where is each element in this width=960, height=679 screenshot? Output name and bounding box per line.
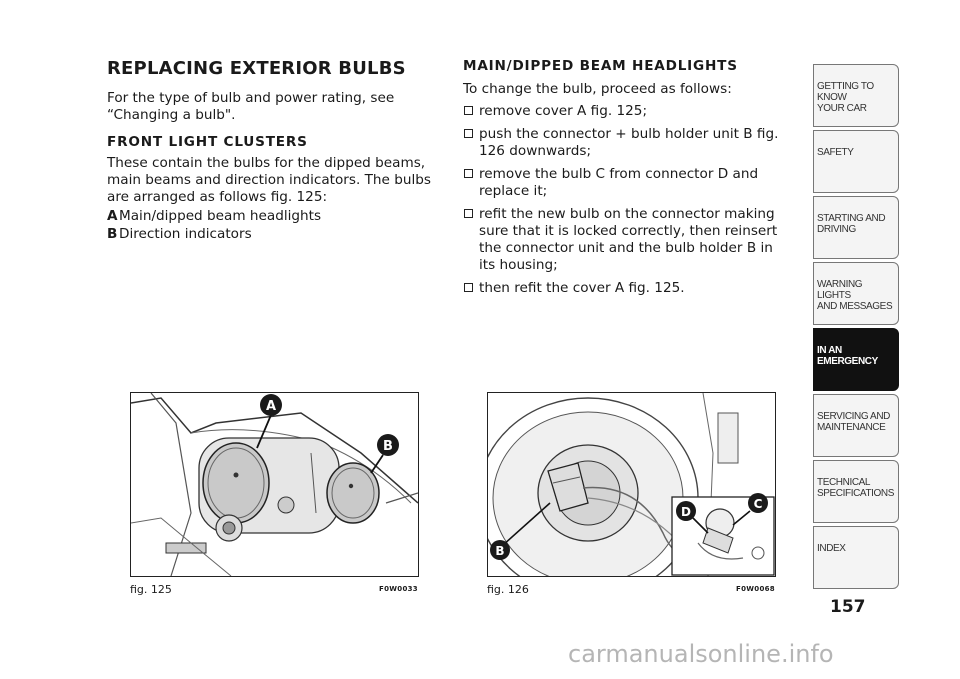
- right-column: [463, 58, 793, 303]
- bulb-holder-drawing: [488, 393, 775, 576]
- procedure-steps: [463, 103, 793, 297]
- callout-d-label: D: [681, 505, 691, 519]
- chapter-tabs: [813, 64, 899, 592]
- legend-letter: B: [107, 226, 118, 242]
- callout-b: [490, 540, 510, 560]
- figure-125-illustration: [130, 392, 419, 577]
- tab-in-an-emergency[interactable]: IN AN EMERGENCY: [813, 328, 899, 391]
- checkbox-bullet-icon: [464, 283, 473, 292]
- list-item: remove cover A fig. 125;: [463, 103, 793, 120]
- checkbox-bullet-icon: [464, 106, 473, 115]
- tab-getting-to-know[interactable]: GETTING TO KNOW YOUR CAR: [813, 64, 899, 127]
- headlamp-rear-drawing: [131, 393, 418, 576]
- list-item: refit the new bulb on the connector making sure that it is locked correctly, then reinsert the connector unit and the bulb holder B in its housing;: [463, 206, 793, 274]
- callout-b-label: B: [495, 544, 505, 558]
- callout-c-label: C: [753, 497, 763, 511]
- callout-c: [748, 493, 768, 513]
- tab-technical[interactable]: TECHNICAL SPECIFICATIONS: [813, 460, 899, 523]
- figure-126-caption: fig. 126: [487, 583, 529, 596]
- intro-text: For the type of bulb and power rating, see “Changing a bulb".: [107, 90, 395, 123]
- page-number: 157: [830, 597, 866, 617]
- checkbox-bullet-icon: [464, 209, 473, 218]
- list-item: then refit the cover A fig. 125.: [463, 280, 793, 297]
- subsection-title: FRONT LIGHT CLUSTERS: [107, 134, 308, 150]
- legend-item-b: [107, 226, 447, 243]
- legend-text: Direction indicators: [119, 226, 252, 242]
- figure-126-illustration: [487, 392, 776, 577]
- callout-d: [676, 501, 696, 521]
- list-item: push the connector + bulb holder unit B fig. 126 downwards;: [463, 126, 793, 160]
- watermark: carmanualsonline.info: [568, 640, 834, 668]
- checkbox-bullet-icon: [464, 129, 473, 138]
- legend-item-a: [107, 208, 447, 225]
- figure-126-code: F0W0068: [736, 585, 775, 593]
- procedure-intro: To change the bulb, proceed as follows:: [463, 81, 732, 97]
- tab-warning-lights[interactable]: WARNING LIGHTS AND MESSAGES: [813, 262, 899, 325]
- left-column: [107, 58, 447, 244]
- callout-b: [377, 434, 399, 456]
- clusters-description: These contain the bulbs for the dipped beams, main beams and direction indicators. The bulbs are arranged as follows fig. 125:: [107, 155, 431, 205]
- tab-safety[interactable]: SAFETY: [813, 130, 899, 193]
- section-title: REPLACING EXTERIOR BULBS: [107, 58, 406, 79]
- callout-a-label: A: [265, 399, 277, 414]
- callout-b-label: B: [383, 439, 393, 454]
- figure-125-code: F0W0033: [379, 585, 418, 593]
- legend-letter: A: [107, 208, 118, 224]
- legend-text: Main/dipped beam headlights: [119, 208, 322, 224]
- callout-a: [260, 394, 282, 416]
- tab-starting-driving[interactable]: STARTING AND DRIVING: [813, 196, 899, 259]
- checkbox-bullet-icon: [464, 169, 473, 178]
- list-item: remove the bulb C from connector D and replace it;: [463, 166, 793, 200]
- headlights-title: MAIN/DIPPED BEAM HEADLIGHTS: [463, 58, 738, 74]
- figure-125-caption: fig. 125: [130, 583, 172, 596]
- tab-index[interactable]: INDEX: [813, 526, 899, 589]
- tab-servicing[interactable]: SERVICING AND MAINTENANCE: [813, 394, 899, 457]
